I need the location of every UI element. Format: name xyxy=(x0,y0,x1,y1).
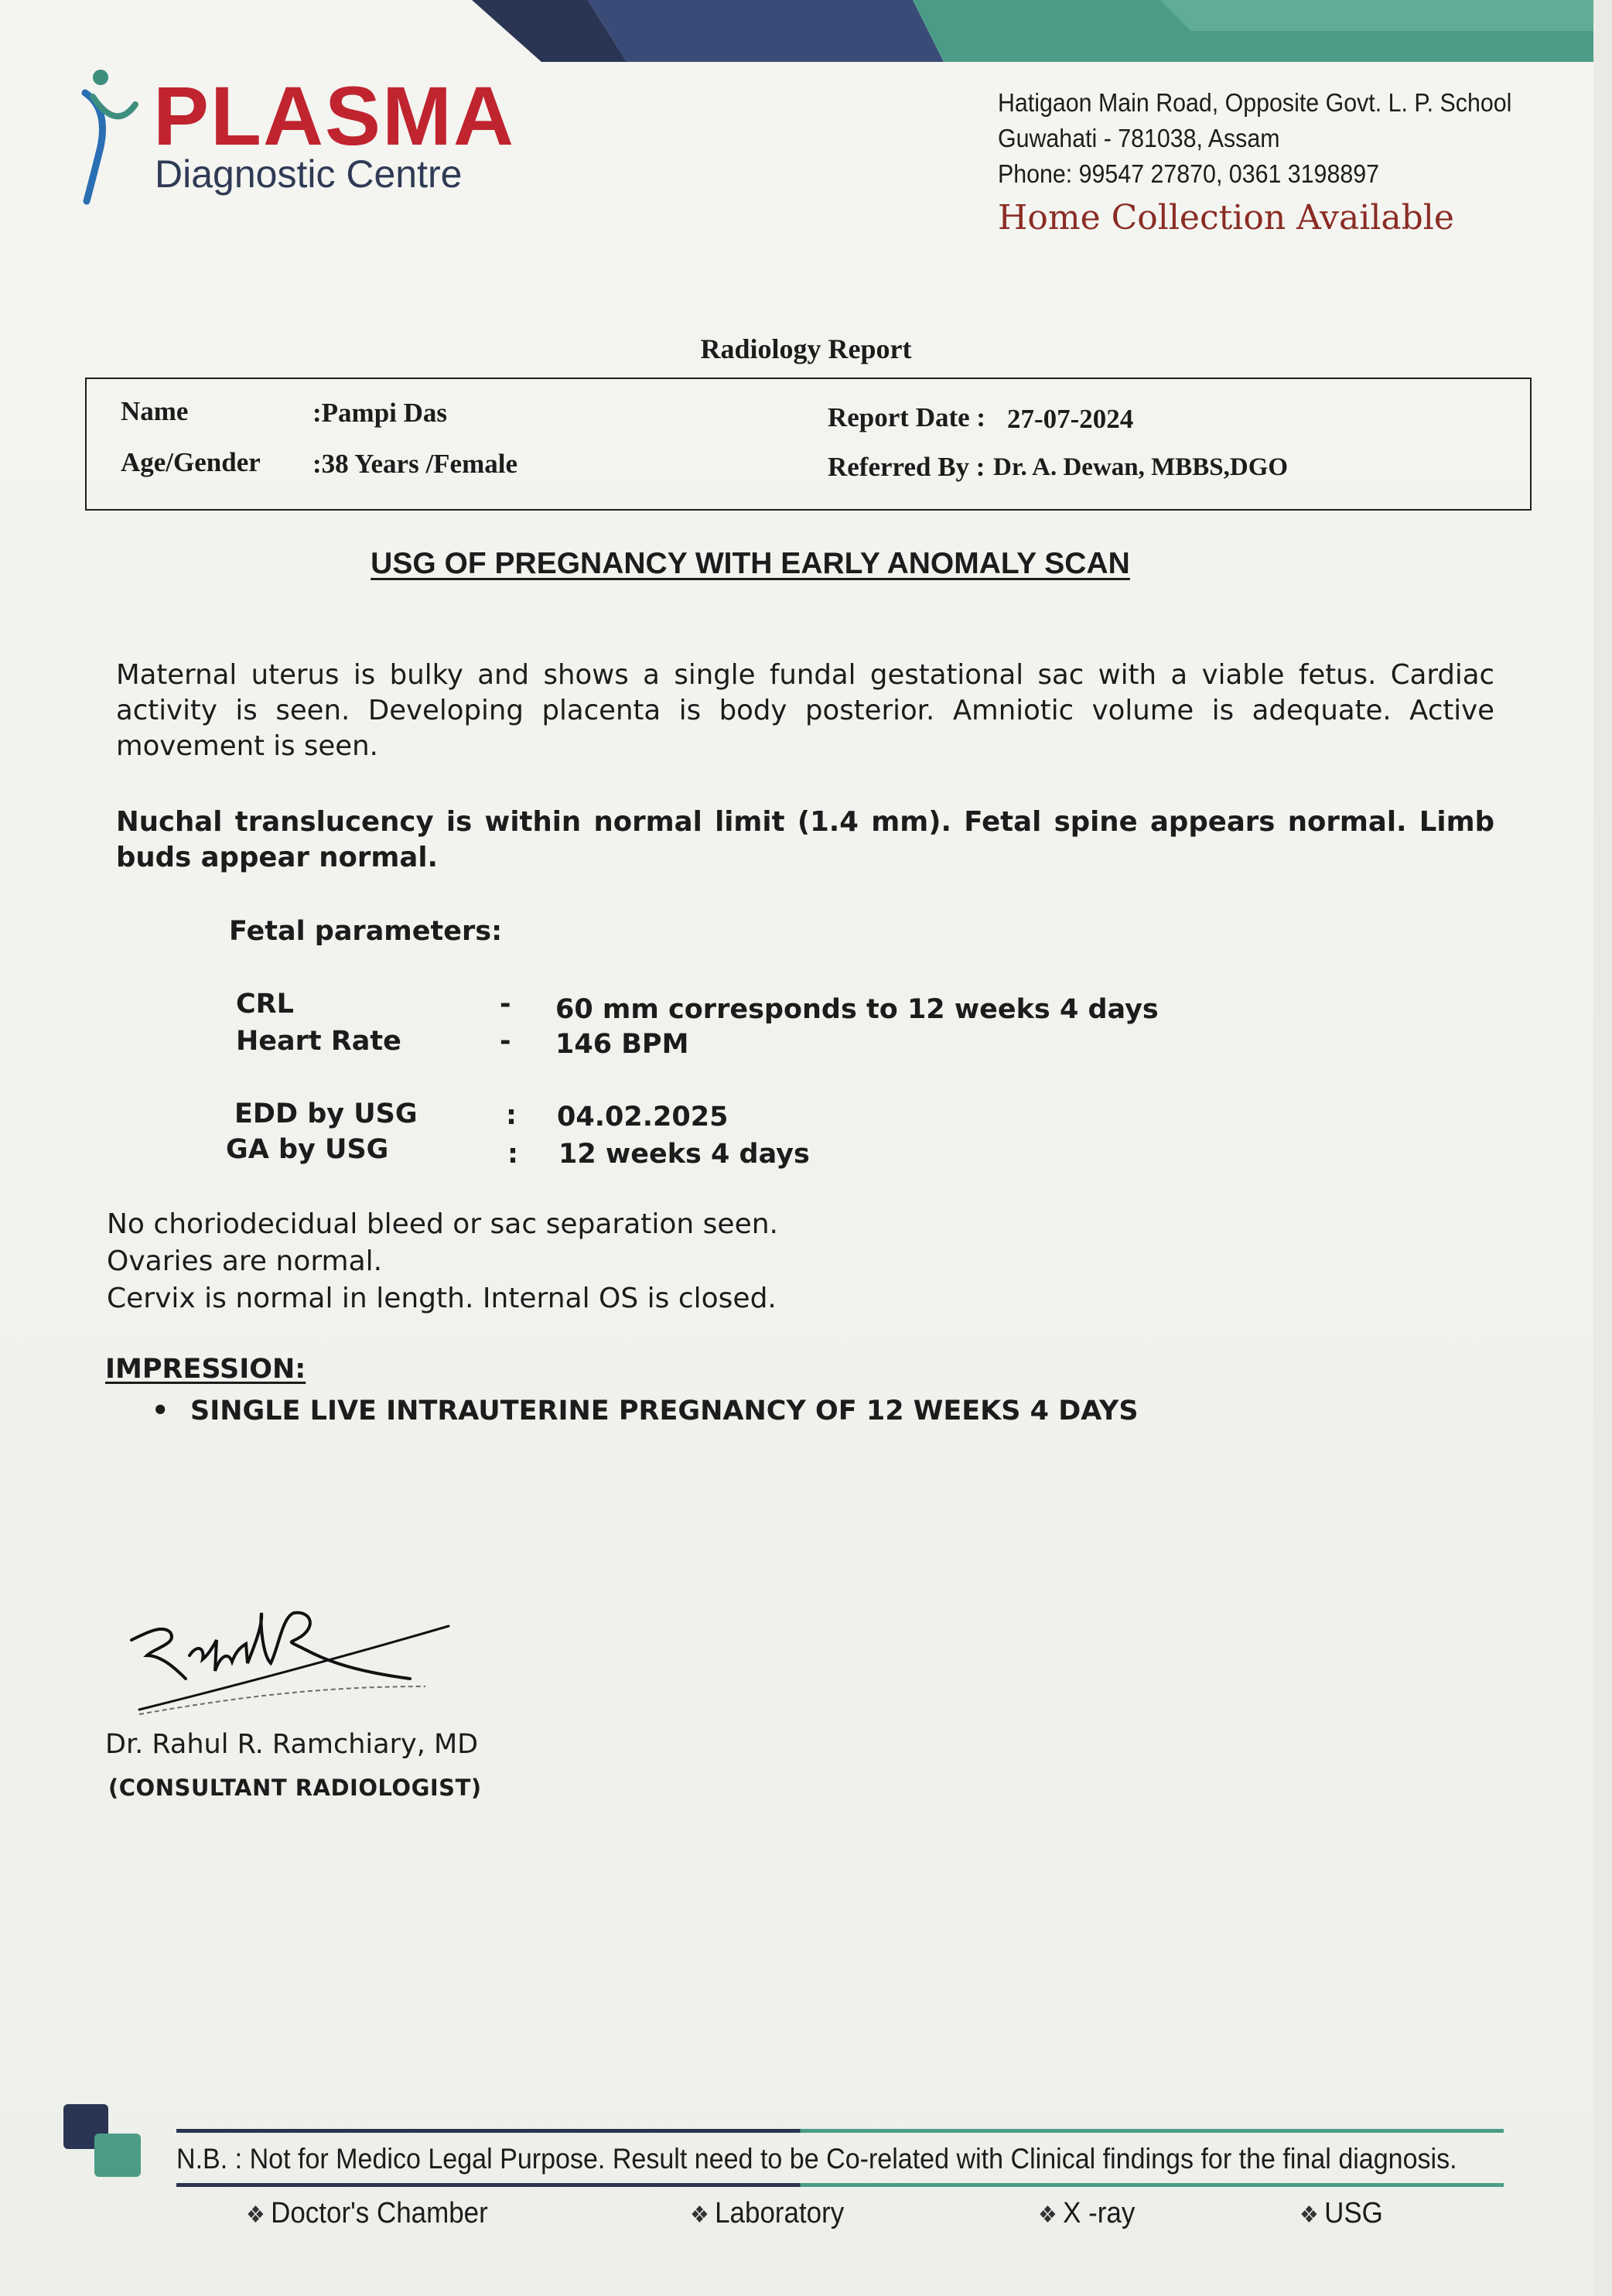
doctor-name: Dr. Rahul R. Ramchiary, MD xyxy=(105,1729,479,1760)
header-band xyxy=(0,0,1593,62)
age-gender-label: Age/Gender xyxy=(121,447,261,477)
patient-name: :Pampi Das xyxy=(312,398,448,428)
brand-name: PLASMA xyxy=(153,69,515,162)
crl-label: CRL xyxy=(236,989,294,1020)
name-label: Name xyxy=(121,396,189,426)
service-usg: ❖ USG xyxy=(1300,2197,1383,2229)
report-date-value: 27-07-2024 xyxy=(1007,404,1134,434)
diamond-icon: ❖ xyxy=(1038,2202,1057,2228)
crl-value: 60 mm corresponds to 12 weeks 4 days xyxy=(555,994,1159,1025)
service-xray: ❖ X -ray xyxy=(1038,2197,1136,2229)
band-blue-stripe xyxy=(588,0,944,62)
impression-text: SINGLE LIVE INTRAUTERINE PREGNANCY OF 12 WEEKS 4 DAYS xyxy=(190,1396,1139,1426)
home-collection-note: Home Collection Available xyxy=(998,198,1454,237)
patient-age-gender: :38 Years /Female xyxy=(312,449,517,479)
heart-rate-separator: - xyxy=(500,1026,511,1057)
ga-label: GA by USG xyxy=(226,1134,389,1165)
logo-head-dot xyxy=(93,70,108,85)
heart-rate-value: 146 BPM xyxy=(555,1029,689,1060)
doctor-title: (CONSULTANT RADIOLOGIST) xyxy=(108,1775,482,1801)
fetal-parameters-heading: Fetal parameters: xyxy=(229,916,503,947)
edd-separator: : xyxy=(506,1100,517,1131)
service-laboratory: ❖ Laboratory xyxy=(690,2197,845,2229)
findings-paragraph-2: Nuchal translucency is within normal limit (1.4 mm). Fetal spine appears normal. Limb buds appear normal. xyxy=(116,806,1494,873)
referred-by-value: Dr. A. Dewan, MBBS,DGO xyxy=(993,453,1289,481)
ga-value: 12 weeks 4 days xyxy=(558,1139,810,1170)
scan-title: USG OF PREGNANCY WITH EARLY ANOMALY SCAN xyxy=(371,547,1130,580)
crl-separator: - xyxy=(500,989,511,1020)
report-date-label: Report Date : xyxy=(828,402,986,432)
clinic-address xyxy=(998,85,1556,237)
ga-separator: : xyxy=(507,1139,518,1170)
finding-line-3: Cervix is normal in length. Internal OS is closed. xyxy=(107,1283,777,1314)
footer-logo-squares xyxy=(63,2104,144,2178)
address-line-2: Guwahati - 781038, Assam xyxy=(998,124,1280,152)
diamond-icon: ❖ xyxy=(246,2202,265,2228)
bullet-dot: • xyxy=(152,1396,169,1426)
brand-subtitle: Diagnostic Centre xyxy=(155,152,463,196)
impression-heading: IMPRESSION: xyxy=(105,1354,306,1385)
diamond-icon: ❖ xyxy=(1300,2202,1319,2228)
footer-disclaimer: N.B. : Not for Medico Legal Purpose. Result need to be Co-related with Clinical findings for the final diagnosis. xyxy=(176,2143,1457,2175)
diamond-icon: ❖ xyxy=(690,2202,709,2228)
impression-item xyxy=(152,1396,1139,1426)
finding-line-2: Ovaries are normal. xyxy=(107,1245,383,1277)
findings-paragraph-1: Maternal uterus is bulky and shows a single fundal gestational sac with a viable fetus. Cardiac activity is seen. Developing placenta is body posterior. Amniotic volume is adequate. Active movement is seen. xyxy=(116,659,1494,762)
referred-by-label: Referred By : xyxy=(828,452,985,482)
footer-rule-bottom xyxy=(176,2183,1504,2187)
patient-info-box xyxy=(85,378,1532,511)
band-light-stripe xyxy=(1160,0,1593,31)
finding-line-1: No choriodecidual bleed or sac separation seen. xyxy=(107,1208,778,1240)
service-doctors-chamber: ❖ Doctor's Chamber xyxy=(246,2197,488,2229)
footer-rule-top xyxy=(176,2129,1504,2133)
doctor-signature xyxy=(116,1570,472,1725)
heart-rate-label: Heart Rate xyxy=(236,1026,401,1057)
report-title: Radiology Report xyxy=(700,333,912,364)
address-line-1: Hatigaon Main Road, Opposite Govt. L. P. School xyxy=(998,88,1512,117)
edd-label: EDD by USG xyxy=(234,1098,418,1129)
edd-value: 04.02.2025 xyxy=(557,1102,729,1133)
phone-line: Phone: 99547 27870, 0361 3198897 xyxy=(998,159,1379,188)
